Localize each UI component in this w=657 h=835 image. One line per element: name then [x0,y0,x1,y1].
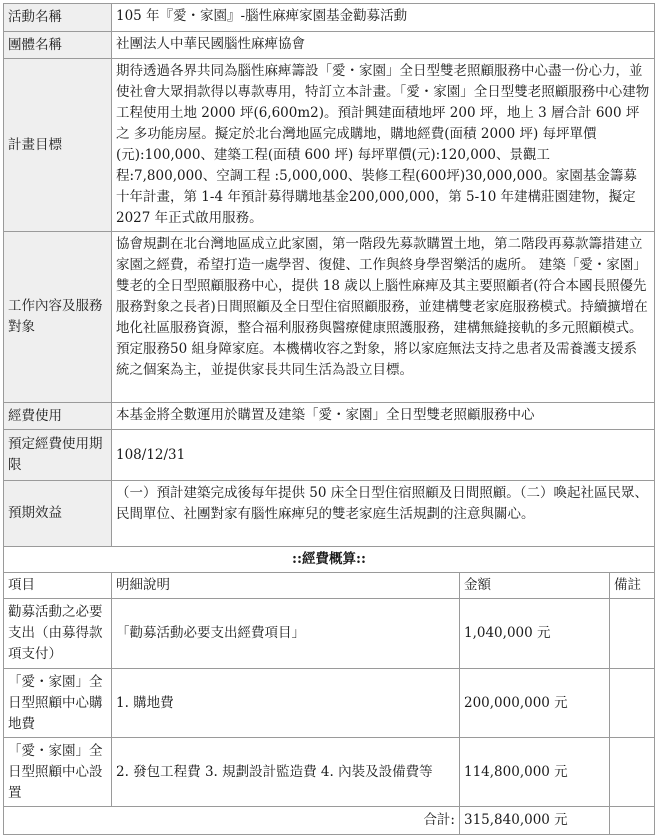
info-label: 團體名稱 [4,32,112,59]
budget-detail: 「勸募活動必要支出經費項目」 [112,599,460,669]
info-row-work-content [4,232,655,403]
info-label: 預定經費使用期限 [4,430,112,481]
info-label: 經費使用 [4,403,112,430]
budget-header-row [4,573,655,599]
info-row-plan-goal [4,59,655,232]
budget-title-row [4,547,655,573]
info-value: 協會規劃在北台灣地區成立此家園，第一階段先募款購置土地，第二階段再募款籌措建立家園之經費，希望打造一處學習、復健、工作與終身學習樂活的處所。 建築「愛・家園」雙老的全日型照顧服務中心，提供 18 歲以上腦性麻痺及其主要照顧者(符合本國長照優先服務對象之長者)日間照顧及全日型住宿照顧服務，並建構雙老家庭服務模式。持續擴增在地化社區服務資源，整合福利服務與醫療健康照護服務，建構無縫接軌的多元照顧模式。預定服務50 組身障家庭。本機構收容之對象，將以家庭無法支持之患者及需養護支援系統之個案為主，並提供家長共同生活為設立目標。 [112,232,655,403]
info-value: 108/12/31 [112,430,655,481]
activity-info-table [3,3,655,547]
info-row-organization [4,32,655,59]
info-row-expected-benefit [4,481,655,547]
info-row-activity-name [4,4,655,32]
info-row-deadline [4,430,655,481]
info-row-fund-usage [4,403,655,430]
info-value: 社團法人中華民國腦性麻痺協會 [112,32,655,59]
budget-item: 「愛・家園」全日型照顧中心購地費 [4,669,112,738]
budget-amount: 200,000,000 元 [460,669,610,738]
budget-note [610,738,655,807]
info-label: 計畫目標 [4,59,112,232]
info-label: 活動名稱 [4,4,112,32]
header-detail: 明細說明 [112,573,460,599]
header-amount: 金額 [460,573,610,599]
budget-table [3,546,655,835]
budget-item: 勸募活動之必要支出（由募得款項支付） [4,599,112,669]
info-value: （一）預計建築完成後每年提供 50 床全日型住宿照顧及日間照顧。（二）喚起社區民眾、民間單位、社團對家有腦性麻痺兒的雙老家庭生活規劃的注意與關心。 [112,481,655,547]
info-label: 預期效益 [4,481,112,547]
budget-total-label: 合計: [4,807,460,835]
budget-note [610,669,655,738]
budget-row [4,599,655,669]
budget-amount: 1,040,000 元 [460,599,610,669]
budget-row [4,738,655,807]
info-value: 期待透過各界共同為腦性麻痺籌設「愛・家園」全日型雙老照顧服務中心盡一份心力，並使社會大眾捐款得以專款專用，特訂立本計畫。「愛・家園」全日型雙老照顧服務中心建物工程使用土地 2000 坪(6,600m2)。預計興建面積地坪 200 坪，地上 3 層合計 600 坪之 多功能房屋。擬定於北台灣地區完成購地，購地經費(面積 2000 坪) 每坪單價(元):100,000、建築工程(面積 600 坪) 每坪單價(元):120,000、景觀工程:7,800,000、空調工程 :5,000,000、裝修工程(600坪)30,000,000。家園基金籌募十年計畫，第 1-4 年預計募得購地基金200,000,000，第 5-10 年建構莊園建物，擬定 2027 年正式啟用服務。 [112,59,655,232]
budget-item: 「愛・家園」全日型照顧中心設置 [4,738,112,807]
budget-total-row [4,807,655,835]
header-note: 備註 [610,573,655,599]
info-label: 工作內容及服務對象 [4,232,112,403]
header-item: 項目 [4,573,112,599]
budget-row [4,669,655,738]
budget-detail: 2. 發包工程費 3. 規劃設計監造費 4. 內裝及設備費等 [112,738,460,807]
budget-total-note [610,807,655,835]
budget-total-value: 315,840,000 元 [460,807,610,835]
budget-note [610,599,655,669]
info-value: 本基金將全數運用於購置及建築「愛・家園」全日型雙老照顧服務中心 [112,403,655,430]
info-value: 105 年『愛・家園』-腦性麻痺家園基金勸募活動 [112,4,655,32]
budget-detail: 1. 購地費 [112,669,460,738]
budget-amount: 114,800,000 元 [460,738,610,807]
budget-title: ::經費概算:: [4,547,655,573]
